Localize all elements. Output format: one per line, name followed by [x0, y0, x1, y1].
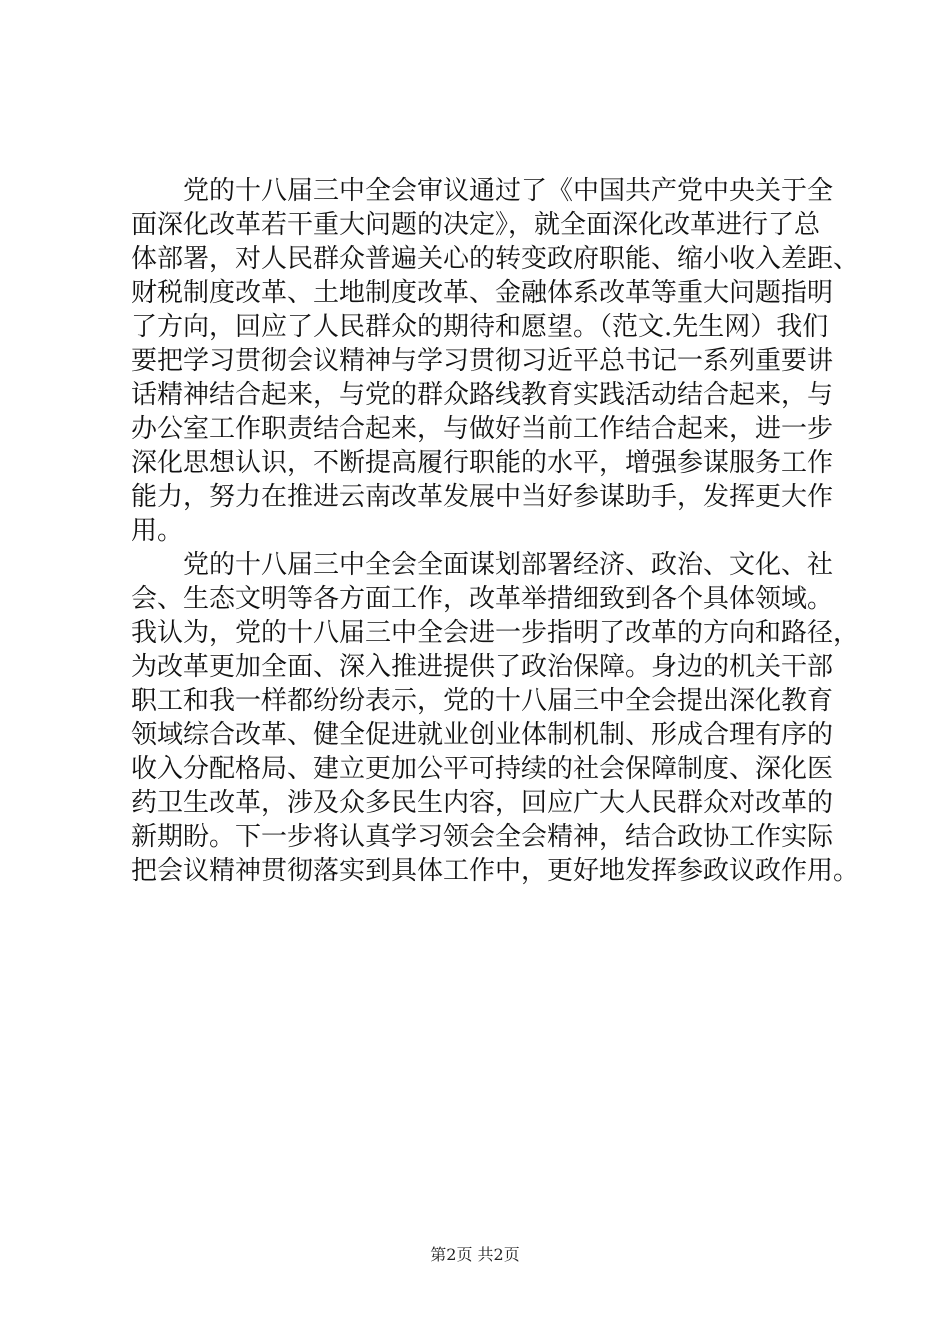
- paragraph-line: 会、生态文明等各方面工作，改革举措细致到各个具体领域。: [131, 584, 834, 614]
- paragraph-line: 药卫生改革，涉及众多民生内容，回应广大人民群众对改革的: [131, 788, 834, 818]
- paragraph-line: 我认为，党的十八届三中全会进一步指明了改革的方向和路径，: [131, 618, 860, 648]
- paragraph-line: 把会议精神贯彻落实到具体工作中，更好地发挥参政议政作用。: [131, 856, 860, 886]
- paragraph-line: 要把学习贯彻会议精神与学习贯彻习近平总书记一系列重要讲: [131, 346, 834, 376]
- paragraph-line: 用。: [131, 516, 184, 546]
- paragraph-2: [131, 548, 860, 888]
- paragraph-line: 面深化改革若干重大问题的决定》，就全面深化改革进行了总: [131, 210, 821, 240]
- paragraph-line: 职工和我一样都纷纷表示，党的十八届三中全会提出深化教育: [131, 686, 834, 716]
- paragraph-1: [131, 174, 860, 548]
- paragraph-line: 领域综合改革、健全促进就业创业体制机制、形成合理有序的: [131, 720, 834, 750]
- paragraph-line: 党的十八届三中全会全面谋划部署经济、政治、文化、社: [183, 550, 834, 580]
- paragraph-line: 深化思想认识，不断提高履行职能的水平，增强参谋服务工作: [131, 448, 834, 478]
- paragraph-line: 收入分配格局、建立更加公平可持续的社会保障制度、深化医: [131, 754, 834, 784]
- paragraph-line: 了方向，回应了人民群众的期待和愿望。（范文.先生网）我们: [131, 312, 829, 342]
- paragraph-line: 体部署，对人民群众普遍关心的转变政府职能、缩小收入差距、: [131, 244, 860, 274]
- page-footer: 第2页 共2页: [430, 1245, 520, 1264]
- paragraph-line: 能力，努力在推进云南改革发展中当好参谋助手，发挥更大作: [131, 482, 834, 512]
- paragraph-line: 党的十八届三中全会审议通过了《中国共产党中央关于全: [183, 176, 834, 206]
- document-body: [131, 174, 860, 888]
- paragraph-line: 话精神结合起来，与党的群众路线教育实践活动结合起来，与: [131, 380, 834, 410]
- paragraph-line: 办公室工作职责结合起来，与做好当前工作结合起来，进一步: [131, 414, 834, 444]
- paragraph-line: 财税制度改革、土地制度改革、金融体系改革等重大问题指明: [131, 278, 834, 308]
- paragraph-line: 新期盼。下一步将认真学习领会全会精神，结合政协工作实际: [131, 822, 834, 852]
- paragraph-line: 为改革更加全面、深入推进提供了政治保障。身边的机关干部: [131, 652, 834, 682]
